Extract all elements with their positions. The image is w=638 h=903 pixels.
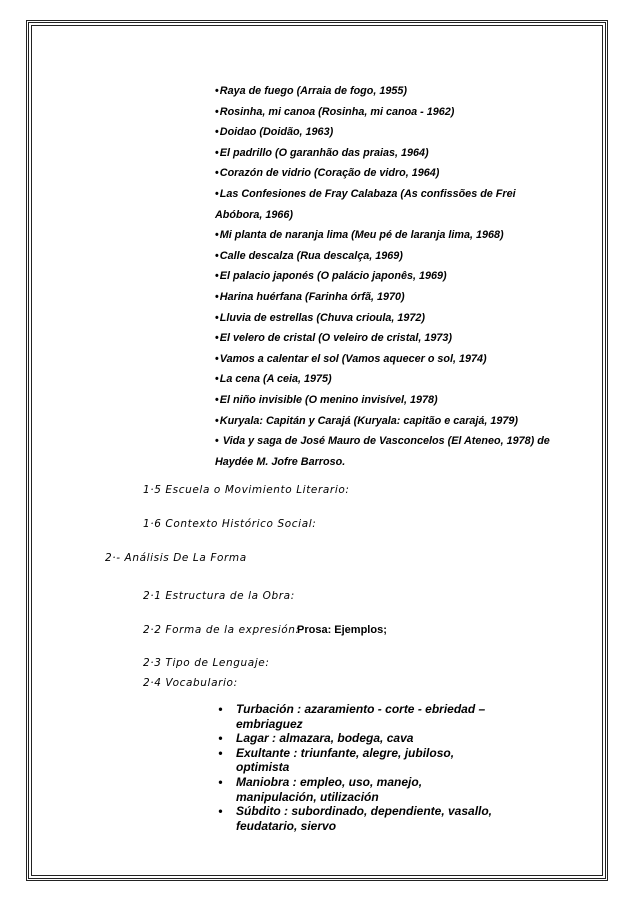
heading-1-5: 1·5 Escuela o Movimiento Literario: bbox=[143, 484, 350, 496]
vocab-item bbox=[205, 731, 505, 746]
book-title: Raya de fuego (Arraia de fogo, 1955) bbox=[219, 85, 407, 97]
book-title: Rosinha, mi canoa (Rosinha, mi canoa - 1962) bbox=[219, 105, 455, 118]
vocab-entry: Turbación : azaramiento - corte - ebriedad – embriaguez bbox=[236, 702, 486, 731]
vocab-entry: Lagar : almazara, bodega, cava bbox=[236, 731, 414, 746]
book-item bbox=[215, 369, 565, 390]
bullet-icon: • bbox=[215, 332, 219, 345]
heading-2-4: 2·4 Vocabulario: bbox=[143, 677, 238, 689]
book-title: El palacio japonés (O palácio japonês, 1969) bbox=[219, 270, 447, 283]
book-title: Harina huérfana (Farinha órfã, 1970) bbox=[219, 290, 405, 303]
book-item bbox=[215, 431, 565, 472]
book-title: Doidao (Doidão, 1963) bbox=[219, 126, 334, 139]
book-item bbox=[215, 163, 565, 184]
book-list bbox=[215, 81, 565, 472]
bullet-icon: • bbox=[215, 270, 219, 283]
book-title: La cena (A ceia, 1975) bbox=[219, 373, 332, 386]
book-item bbox=[215, 81, 565, 102]
vocab-item bbox=[205, 702, 505, 731]
vocab-item bbox=[205, 775, 505, 804]
book-title: El padrillo (O garanhão das praias, 1964) bbox=[219, 146, 429, 159]
vocab-entry: Maniobra : empleo, uso, manejo, manipulación, utilización bbox=[236, 774, 423, 804]
bullet-icon: • bbox=[215, 229, 219, 242]
vocab-item bbox=[205, 746, 505, 775]
book-item bbox=[215, 308, 565, 329]
book-item bbox=[215, 143, 565, 164]
book-item bbox=[215, 246, 565, 267]
heading-2: 2·- Análisis De La Forma bbox=[105, 552, 247, 564]
book-item bbox=[215, 328, 565, 349]
bullet-icon: • bbox=[218, 774, 223, 789]
bullet-icon: • bbox=[215, 373, 219, 386]
bullet-icon: • bbox=[218, 731, 223, 746]
book-item bbox=[215, 225, 565, 246]
bullet-icon: • bbox=[215, 105, 219, 118]
book-title: Vamos a calentar el sol (Vamos aquecer o sol, 1974) bbox=[219, 352, 487, 365]
book-title: Calle descalza (Rua descalça, 1969) bbox=[219, 249, 403, 262]
book-item bbox=[215, 411, 565, 432]
book-title: Mi planta de naranja lima (Meu pé de laranja lima, 1968) bbox=[219, 229, 504, 242]
bullet-icon: • bbox=[218, 804, 223, 819]
bullet-icon: • bbox=[215, 311, 219, 324]
vocab-item bbox=[205, 804, 505, 833]
book-item bbox=[215, 349, 565, 370]
bullet-icon: • bbox=[215, 352, 219, 365]
bullet-icon: • bbox=[218, 702, 223, 716]
heading-2-2: 2·2 Forma de la expresión: bbox=[143, 624, 300, 636]
bullet-icon: • bbox=[215, 393, 219, 406]
book-title: El velero de cristal (O veleiro de cristal, 1973) bbox=[219, 332, 453, 345]
bullet-icon: • bbox=[215, 187, 219, 200]
book-title: Lluvia de estrellas (Chuva crioula, 1972) bbox=[219, 311, 426, 324]
bullet-icon: • bbox=[215, 414, 219, 427]
bullet-icon: • bbox=[215, 146, 219, 159]
book-title: Vida y saga de José Mauro de Vasconcelos (El Ateneo, 1978) de Haydée M. Jofre Barroso. bbox=[215, 435, 550, 468]
bullet-icon: • bbox=[215, 126, 219, 139]
bullet-icon: • bbox=[215, 167, 219, 180]
book-item bbox=[215, 390, 565, 411]
bullet-icon: • bbox=[215, 85, 219, 97]
bullet-icon: • bbox=[215, 249, 219, 262]
bullet-icon: • bbox=[215, 290, 219, 303]
book-item bbox=[215, 266, 565, 287]
expression-form-value: Prosa: Ejemplos; bbox=[297, 624, 387, 636]
heading-2-1: 2·1 Estructura de la Obra: bbox=[143, 590, 295, 602]
heading-2-3: 2·3 Tipo de Lenguaje: bbox=[143, 657, 270, 669]
book-item bbox=[215, 287, 565, 308]
vocabulary-list bbox=[205, 702, 505, 833]
book-item bbox=[215, 122, 565, 143]
book-title: El niño invisible (O menino invisível, 1978) bbox=[219, 393, 438, 406]
book-item bbox=[215, 184, 565, 225]
vocab-entry: Exultante : triunfante, alegre, jubiloso, optimista bbox=[236, 745, 455, 775]
book-item bbox=[215, 102, 565, 123]
bullet-icon: • bbox=[218, 745, 223, 760]
heading-1-6: 1·6 Contexto Histórico Social: bbox=[143, 518, 317, 530]
bullet-icon: • bbox=[215, 435, 222, 448]
book-title: Las Confesiones de Fray Calabaza (As confissões de Frei Abóbora, 1966) bbox=[215, 187, 516, 221]
vocab-entry: Súbdito : subordinado, dependiente, vasallo, feudatario, siervo bbox=[236, 804, 493, 833]
book-title: Kuryala: Capitán y Carajá (Kuryala: capitão e carajá, 1979) bbox=[219, 414, 519, 427]
book-title: Corazón de vidrio (Coração de vidro, 1964) bbox=[219, 167, 440, 180]
